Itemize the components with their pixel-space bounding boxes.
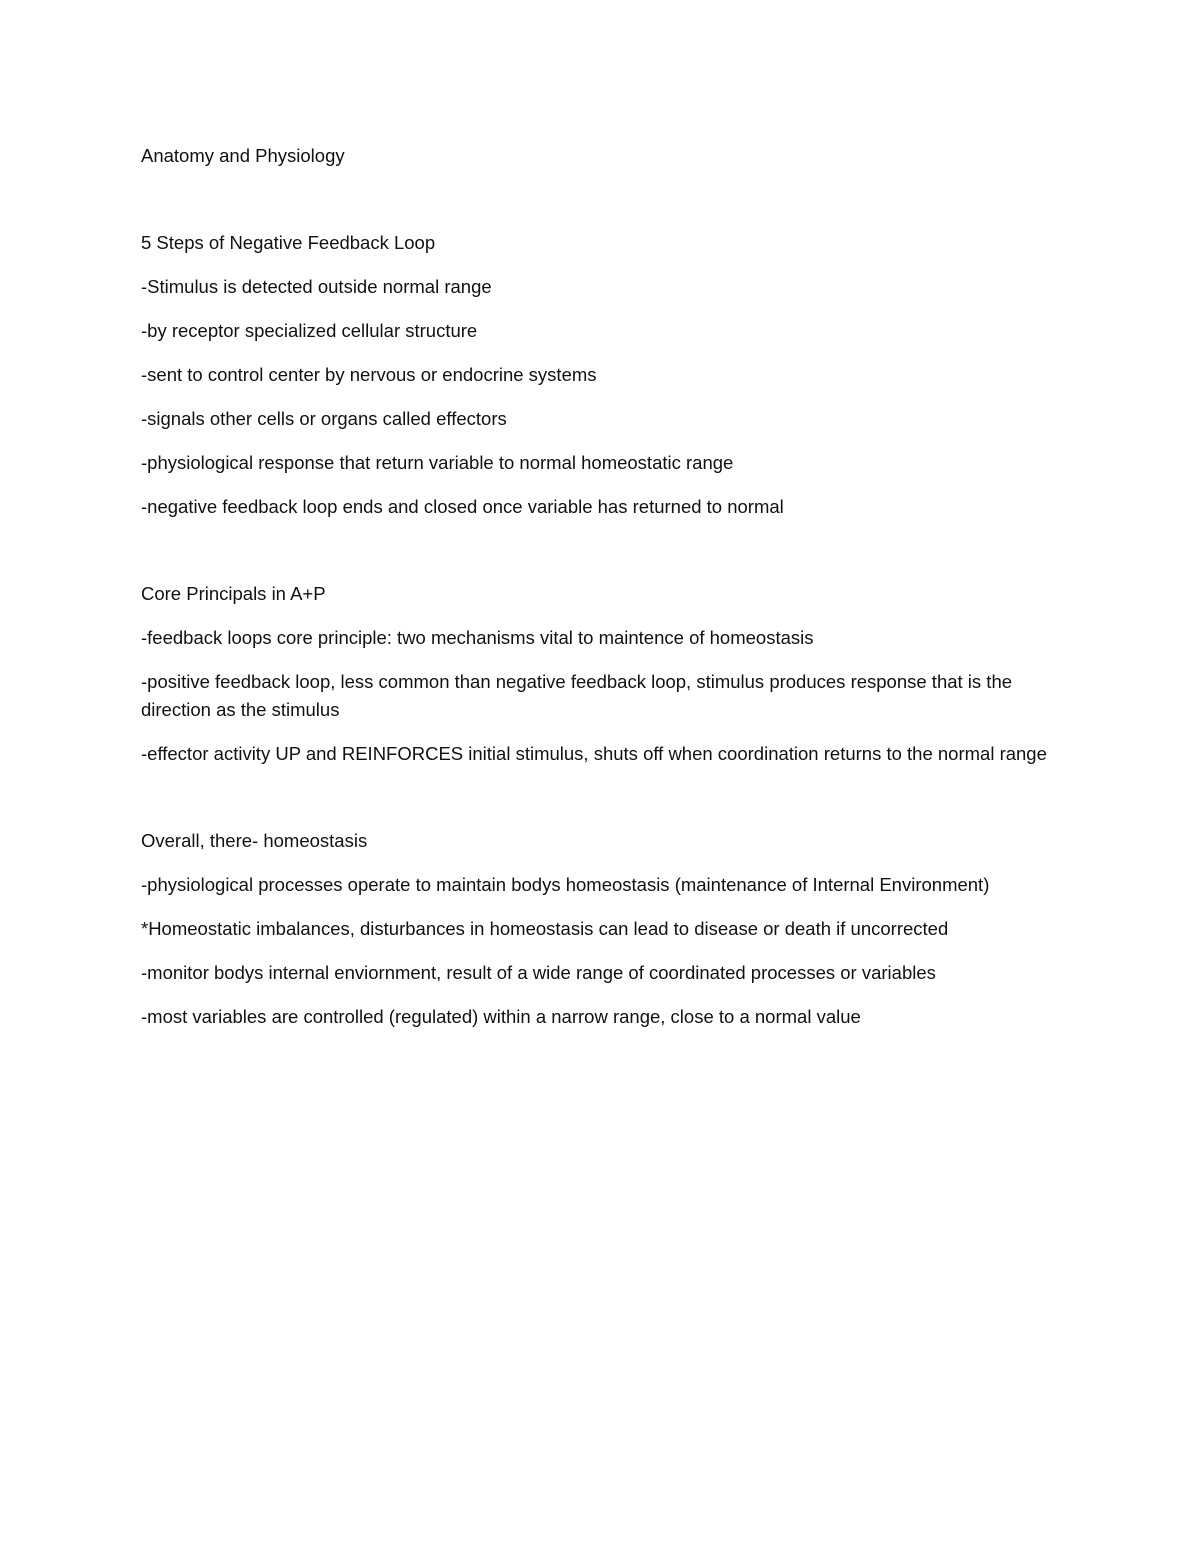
section-heading: Overall, there- homeostasis [141,830,368,851]
list-item: -feedback loops core principle: two mechanisms vital to maintence of homeostasis [141,627,814,648]
list-item: -sent to control center by nervous or endocrine systems [141,364,597,385]
document-title: Anatomy and Physiology [141,145,345,166]
list-item: -physiological processes operate to maintain bodys homeostasis (maintenance of Internal Environment) [141,874,990,895]
list-item: -Stimulus is detected outside normal range [141,276,492,297]
section-negative-feedback [141,229,1061,521]
document-body [141,142,1061,1090]
section-heading: Core Principals in A+P [141,583,326,604]
list-item: *Homeostatic imbalances, disturbances in homeostasis can lead to disease or death if uncorrected [141,918,949,939]
section-heading: 5 Steps of Negative Feedback Loop [141,232,436,253]
list-item: -physiological response that return variable to normal homeostatic range [141,452,734,473]
list-item: -negative feedback loop ends and closed once variable has returned to normal [141,496,784,517]
list-item: -by receptor specialized cellular structure [141,320,478,341]
section-homeostasis [141,827,1061,1031]
list-item: -most variables are controlled (regulated) within a narrow range, close to a normal value [141,1006,861,1027]
list-item: -signals other cells or organs called effectors [141,408,507,429]
list-item: -effector activity UP and REINFORCES initial stimulus, shuts off when coordination returns to the normal range [141,743,1047,764]
list-item: -positive feedback loop, less common than negative feedback loop, stimulus produces response that is the direction as the stimulus [141,671,1013,720]
section-core-principals [141,580,1061,768]
list-item: -monitor bodys internal enviornment, result of a wide range of coordinated processes or variables [141,962,936,983]
